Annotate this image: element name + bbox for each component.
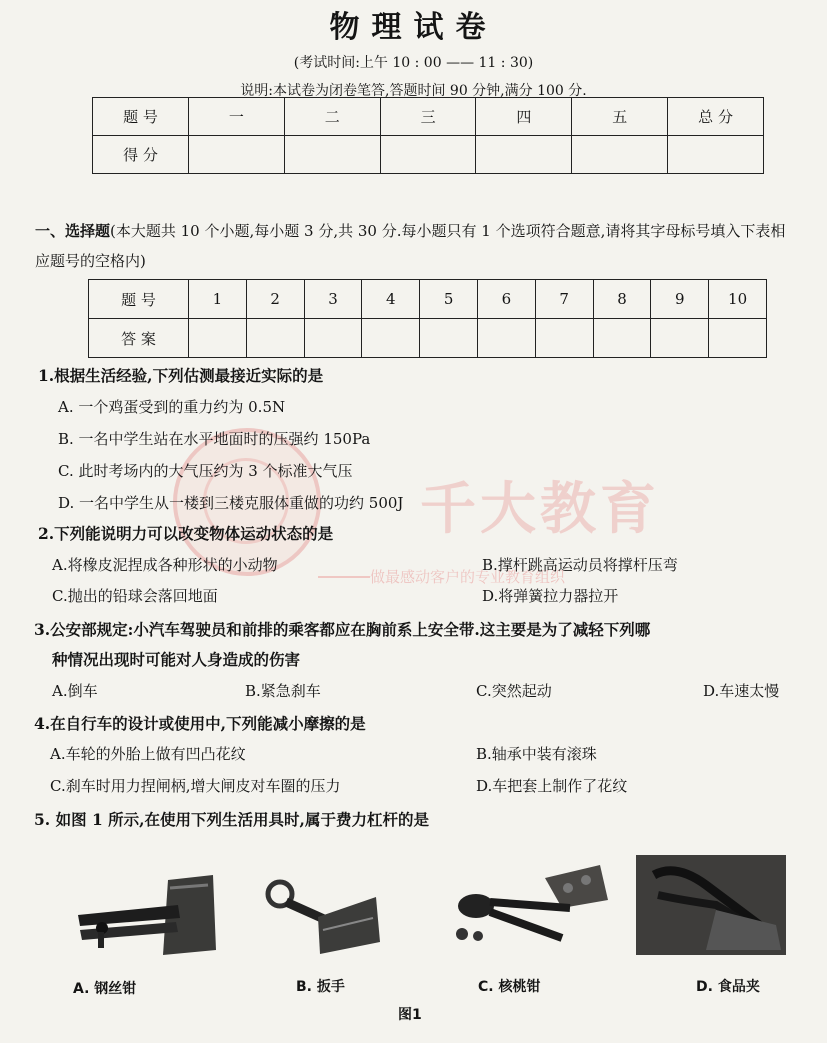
answer-input-cell[interactable]	[593, 319, 651, 358]
q2-stem: 2.下列能说明力可以改变物体运动状态的是	[38, 524, 334, 543]
q5-stem: 5. 如图 1 所示,在使用下列生活用具时,属于费力杠杆的是	[34, 810, 429, 829]
score-table-score-row	[93, 136, 764, 174]
answer-input-cell[interactable]	[362, 319, 420, 358]
score-input-cell[interactable]	[476, 136, 572, 174]
watermark-dash	[318, 576, 370, 578]
q2-option-b: B.撑杆跳高运动员将撑杆压弯	[482, 556, 678, 574]
wrench-icon	[258, 872, 383, 957]
score-table-cell: 四	[476, 98, 572, 136]
answer-number: 5	[420, 280, 478, 319]
caption-b: B. 扳手	[296, 979, 345, 995]
section1-title: 一、选择题	[35, 222, 111, 240]
answer-number: 2	[246, 280, 304, 319]
q3-stem: 3.公安部规定:小汽车驾驶员和前排的乘客都应在胸前系上安全带.这主要是为了减轻下列哪	[34, 620, 651, 639]
answer-table-number-row	[89, 280, 767, 319]
q4-option-a: A.车轮的外胎上做有凹凸花纹	[50, 745, 246, 763]
score-table	[92, 97, 764, 174]
answer-number: 3	[304, 280, 362, 319]
q1-option-c: C. 此时考场内的大气压约为 3 个标准大气压	[58, 462, 353, 480]
answer-input-cell[interactable]	[420, 319, 478, 358]
q2-option-a: A.将橡皮泥捏成各种形状的小动物	[52, 556, 278, 574]
q4-option-b: B.轴承中装有滚珠	[476, 745, 597, 763]
score-table-cell: 题 号	[93, 98, 189, 136]
q2-option-c: C.抛出的铅球会落回地面	[52, 587, 218, 605]
score-table-label: 得 分	[93, 136, 189, 174]
answer-input-cell[interactable]	[709, 319, 767, 358]
answer-number: 10	[709, 280, 767, 319]
exam-time: (考试时间:上午 10 : 00 —— 11 : 30)	[293, 55, 534, 71]
score-input-cell[interactable]	[668, 136, 764, 174]
score-table-cell: 总 分	[668, 98, 764, 136]
section1-instructions: (本大题共 10 个小题,每小题 3 分,共 30 分.每小题只有 1 个选项符合题意,请将其字母标号填入下表相应题号的空格内)	[35, 222, 786, 270]
score-input-cell[interactable]	[189, 136, 285, 174]
nutcracker-photo	[450, 860, 610, 950]
q1-option-d: D. 一名中学生从一楼到三楼克服体重做的功约 500J	[58, 494, 404, 512]
score-table-header-row	[93, 98, 764, 136]
answer-table-label: 题 号	[89, 280, 189, 319]
answer-table-answer-row	[89, 319, 767, 358]
score-input-cell[interactable]	[284, 136, 380, 174]
answer-input-cell[interactable]	[535, 319, 593, 358]
score-input-cell[interactable]	[380, 136, 476, 174]
score-input-cell[interactable]	[572, 136, 668, 174]
wire-pliers-icon	[68, 870, 218, 960]
q3-option-d: D.车速太慢	[703, 682, 780, 700]
score-table-cell: 五	[572, 98, 668, 136]
wrench-photo	[258, 872, 383, 957]
answer-input-cell[interactable]	[477, 319, 535, 358]
answer-number: 4	[362, 280, 420, 319]
q3-option-a: A.倒车	[52, 682, 98, 700]
answer-number: 6	[477, 280, 535, 319]
figure-label: 图1	[398, 1007, 422, 1023]
caption-c: C. 核桃钳	[478, 979, 541, 995]
answer-number: 1	[189, 280, 247, 319]
exam-note: 说明:本试卷为闭卷笔答,答题时间 90 分钟,满分 100 分.	[240, 83, 587, 99]
q3-option-b: B.紧急刹车	[245, 682, 321, 700]
exam-title: 物理试卷	[329, 10, 498, 45]
q1-stem: 1.根据生活经验,下列估测最接近实际的是	[38, 366, 324, 385]
answer-number: 9	[651, 280, 709, 319]
q3-option-c: C.突然起动	[476, 682, 552, 700]
answer-input-cell[interactable]	[304, 319, 362, 358]
answer-input-cell[interactable]	[651, 319, 709, 358]
q1-option-a: A. 一个鸡蛋受到的重力约为 0.5N	[58, 398, 286, 416]
watermark-slogan: 做最感动客户的专业教育组织	[370, 568, 566, 586]
section1-heading	[35, 216, 795, 276]
watermark-brand: 千大教育	[420, 477, 660, 542]
answer-input-cell[interactable]	[246, 319, 304, 358]
q2-option-d: D.将弹簧拉力器拉开	[482, 587, 619, 605]
answer-number: 7	[535, 280, 593, 319]
q4-stem: 4.在自行车的设计或使用中,下列能减小摩擦的是	[34, 714, 366, 733]
answer-number: 8	[593, 280, 651, 319]
caption-a: A. 钢丝钳	[73, 981, 137, 997]
answer-input-cell[interactable]	[189, 319, 247, 358]
score-table-cell: 三	[380, 98, 476, 136]
caption-d: D. 食品夹	[696, 979, 760, 995]
q4-option-c: C.刹车时用力捏闸柄,增大闸皮对车圈的压力	[50, 777, 341, 795]
q3-stem-line2: 种情况出现时可能对人身造成的伤害	[52, 650, 301, 669]
wire-pliers-photo	[68, 870, 218, 960]
food-tongs-icon	[636, 855, 786, 955]
score-table-cell: 一	[189, 98, 285, 136]
q1-option-b: B. 一名中学生站在水平地面时的压强约 150Pa	[58, 430, 371, 448]
q4-option-d: D.车把套上制作了花纹	[476, 777, 628, 795]
score-table-cell: 二	[284, 98, 380, 136]
food-tongs-photo	[636, 855, 786, 955]
answer-table	[88, 279, 767, 358]
answer-table-label: 答 案	[89, 319, 189, 358]
nutcracker-icon	[450, 860, 610, 950]
